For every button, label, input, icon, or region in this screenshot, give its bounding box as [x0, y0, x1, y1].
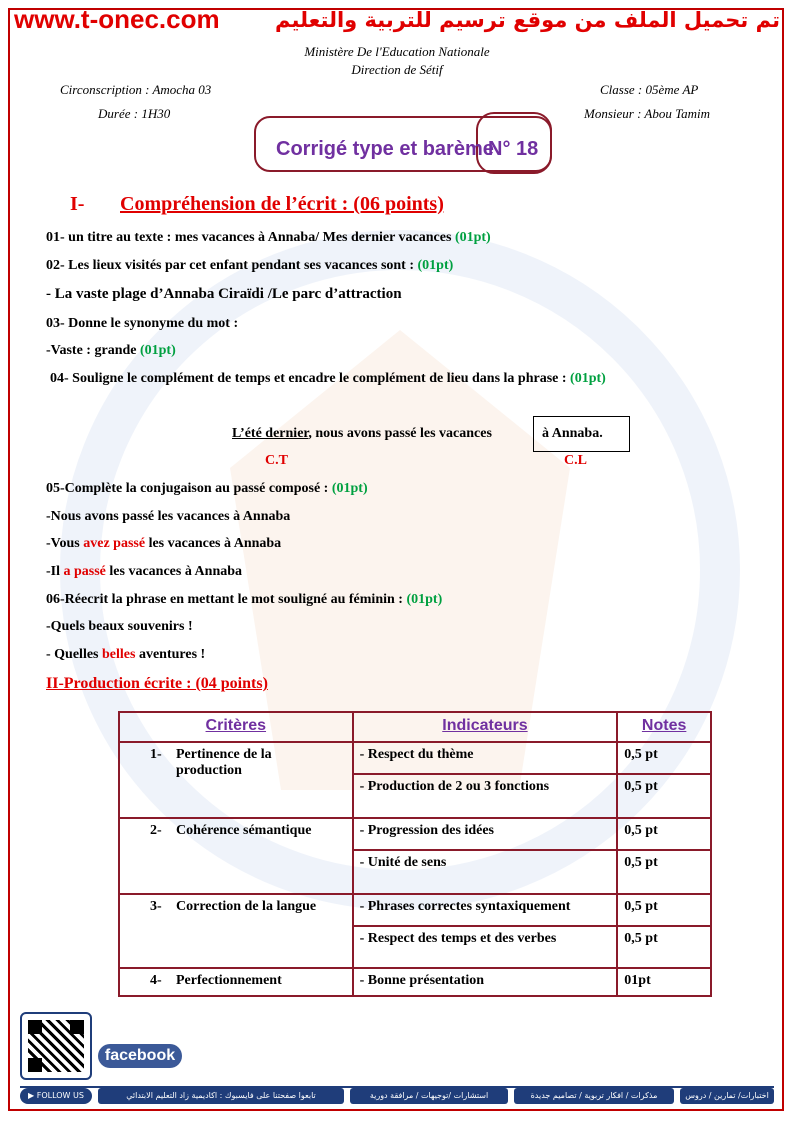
criterion-3 [119, 894, 353, 968]
criterion-number: 4- [150, 973, 162, 988]
banner-website[interactable]: www.t-onec.com [14, 4, 220, 34]
criterion-label: Pertinence de la production [176, 747, 272, 778]
answer-3-text: -Vaste : grande [46, 343, 137, 358]
label-cl: C.L [564, 453, 587, 468]
note-cell: 0,5 pt [617, 774, 711, 818]
criterion-label: Cohérence sémantique [176, 823, 312, 838]
page-number: N° 18 [488, 138, 539, 160]
table-row [119, 742, 711, 774]
criterion-1 [119, 742, 353, 818]
note-cell: 0,5 pt [617, 926, 711, 968]
table-header-row [119, 712, 711, 742]
page-title: Corrigé type et barème [276, 138, 494, 160]
question-1 [46, 230, 491, 246]
note-cell: 0,5 pt [617, 850, 711, 894]
answer-5-3 [46, 564, 242, 580]
question-4 [50, 371, 606, 387]
section1-numeral: I- [70, 193, 85, 215]
header-notes: Notes [617, 712, 711, 742]
note-cell: 0,5 pt [617, 894, 711, 926]
note-cell: 01pt [617, 968, 711, 996]
download-banner [14, 4, 780, 35]
follow-icon: ▶ [28, 1091, 37, 1100]
follow-us-label: FOLLOW US [36, 1091, 84, 1100]
answer-5-3-post: les vacances à Annaba [105, 564, 243, 579]
indicator-cell: - Bonne présentation [353, 968, 618, 996]
criterion-label: Perfectionnement [176, 973, 282, 988]
answer-5-2-verb: avez passé [83, 536, 146, 551]
indicator-cell: - Phrases correctes syntaxiquement [353, 894, 618, 926]
qr-code-icon[interactable] [20, 1012, 92, 1080]
table-row [119, 968, 711, 996]
answer-3 [46, 343, 176, 359]
footer [20, 1010, 774, 1106]
follow-us-button[interactable] [20, 1088, 92, 1104]
question-1-text: 01- un titre au texte : mes vacances à Annaba/ Mes dernier vacances [46, 230, 452, 245]
footer-pill-memos[interactable]: مذكرات / افكار تربوية / تصاميم جديدة [514, 1088, 674, 1104]
note-cell: 0,5 pt [617, 742, 711, 774]
indicator-cell: - Respect du thème [353, 742, 618, 774]
note-cell: 0,5 pt [617, 818, 711, 850]
answer-6-2-pre: - Quelles [46, 647, 102, 662]
answer-5-3-verb: a passé [63, 564, 106, 579]
example-sentence [232, 426, 492, 442]
answer-2: - La vaste plage d’Annaba Ciraïdi /Le parc d’attraction [46, 286, 402, 302]
header-direction: Direction de Sétif [351, 62, 443, 77]
indicator-cell: - Progression des idées [353, 818, 618, 850]
question-1-points: (01pt) [454, 230, 491, 245]
section1-title: Compréhension de l’écrit : (06 points) [120, 193, 444, 215]
question-5-points: (01pt) [331, 481, 368, 496]
footer-pill-exams[interactable]: اختبارات/ تمارين / دروس [680, 1088, 774, 1104]
indicator-cell: - Production de 2 ou 3 fonctions [353, 774, 618, 818]
question-2-text: 02- Les lieux visités par cet enfant pendant ses vacances sont : [46, 258, 415, 273]
question-4-points: (01pt) [570, 371, 606, 386]
footer-pill-facebook[interactable]: تابعوا صفحتنا على فايسبوك : اكاديمية زاد التعليم الابتدائي [98, 1088, 344, 1104]
answer-5-2 [46, 536, 281, 552]
question-4-text: 04- Souligne le complément de temps et encadre le complément de lieu dans la phrase : [50, 371, 567, 386]
header-criteres: Critères [119, 712, 353, 742]
criteria-table [118, 711, 712, 997]
indicator-cell: - Unité de sens [353, 850, 618, 894]
table-row [119, 818, 711, 850]
header-ministry: Ministère De l'Education Nationale [304, 44, 490, 59]
meta-classe: Classe : 05ème AP [600, 82, 699, 97]
answer-5-1: -Nous avons passé les vacances à Annaba [46, 509, 291, 524]
header-indicateurs: Indicateurs [353, 712, 618, 742]
footer-pill-consult[interactable]: استشارات /توجيهات / مرافقة دورية [350, 1088, 508, 1104]
meta-monsieur: Monsieur : Abou Tamim [584, 106, 711, 121]
criterion-4 [119, 968, 353, 996]
answer-6-2 [46, 647, 205, 663]
question-2 [46, 258, 453, 274]
complement-lieu: à Annaba. [542, 426, 603, 441]
criterion-number: 3- [150, 899, 162, 914]
answer-6-1: -Quels beaux souvenirs ! [46, 619, 193, 634]
meta-circonscription: Circonscription : Amocha 03 [60, 82, 212, 97]
section2-title: II-Production écrite : (04 points) [46, 675, 268, 692]
question-6-text: 06-Réecrit la phrase en mettant le mot souligné au féminin : [46, 592, 403, 607]
answer-6-2-post: aventures ! [135, 647, 206, 662]
question-3: 03- Donne le synonyme du mot : [46, 316, 239, 331]
criterion-number: 2- [150, 823, 162, 838]
indicator-cell: - Respect des temps et des verbes [353, 926, 618, 968]
question-2-points: (01pt) [417, 258, 454, 273]
answer-5-3-pre: -Il [46, 564, 64, 579]
answer-6-2-word: belles [102, 647, 136, 662]
table-row [119, 894, 711, 926]
criterion-2 [119, 818, 353, 894]
complement-temps: L’été dernier [232, 426, 309, 441]
section1-heading [70, 193, 444, 216]
question-6-points: (01pt) [406, 592, 443, 607]
criterion-number: 1- [150, 747, 162, 762]
banner-arabic: تم تحميل الملف من موقع ترسيم للتربية والتعليم [275, 7, 780, 32]
criterion-label: Correction de la langue [176, 899, 317, 914]
question-5-text: 05-Complète la conjugaison au passé composé : [46, 481, 329, 496]
question-5 [46, 481, 368, 497]
question-6 [46, 592, 442, 608]
answer-5-2-post: les vacances à Annaba [145, 536, 282, 551]
answer-3-points: (01pt) [139, 343, 176, 358]
label-ct: C.T [265, 453, 288, 468]
sentence-middle: , nous avons passé les vacances [308, 426, 492, 441]
meta-duree: Durée : 1H30 [98, 106, 171, 121]
facebook-button[interactable]: facebook [98, 1044, 182, 1068]
answer-5-2-pre: -Vous [46, 536, 84, 551]
